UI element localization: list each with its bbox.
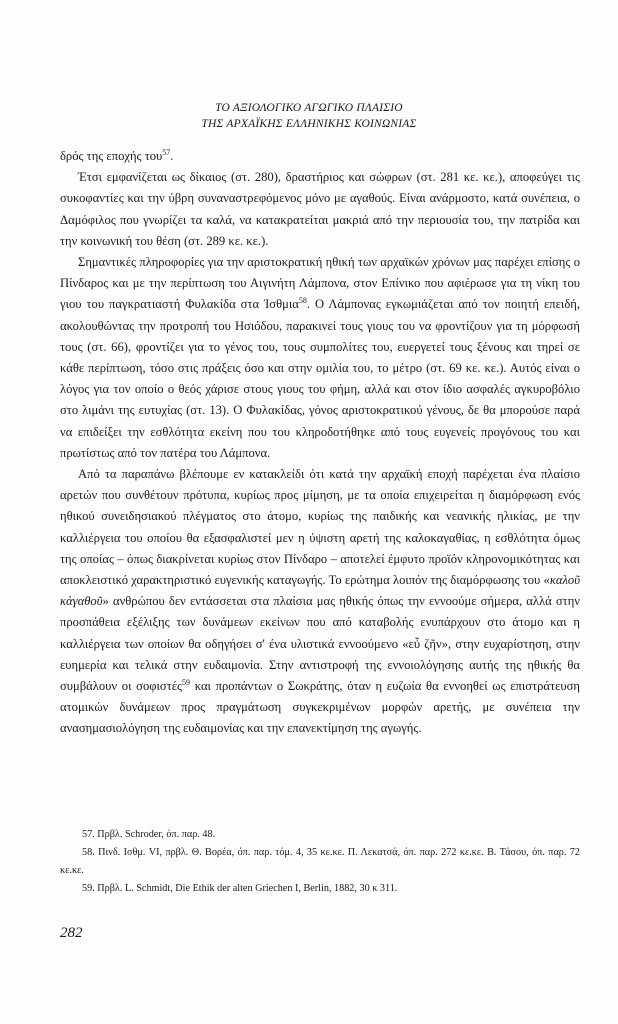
footnote: 59. Πρβλ. L. Schmidt, Die Ethik der alten Griechen I, Berlin, 1882, 30 κ 311.: [82, 883, 398, 894]
paragraph: [60, 464, 580, 740]
running-header: [0, 100, 618, 132]
page-number: 282: [60, 925, 83, 941]
footnote-ref[interactable]: 57: [162, 147, 171, 157]
header-line-1: ΤΟ ΑΞΙΟΛΟΓΙΚΟ ΑΓΩΓΙΚΟ ΠΛΑΙΣΙΟ: [215, 102, 403, 114]
paragraph-text: . Ο Λάμπονας εγκωμιάζεται από τον ποιητή επειδή, ακολουθώντας την προτροπή του Ησιόδου, παρακινεί τους γιους του να φροντίζουν για τη μόρφωσή τους (στ. 66), φροντίζει για το γένος του, τους συμπολίτες του, ευεργετεί τους ξένους και τηρεί σε κάθε περίπτωση, τόσο στις πράξεις όσο και στην ομιλία του, το μέτρο (στ. 69 κε. κε.). Αυτός είναι ο λόγος για τον οποίο ο θεός χάρισε στους γιους του φήμη, αλλά και στον ίδιο ασφαλές αγκυροβόλιο στο λιμάνι της ευτυχίας (στ. 13). Ο Φυλακίδας, γόνος αριστοκρατικού γένους, δε θα μπορούσε παρά να επιδείξει την εσθλότητα εκείνη που του κληροδοτήθηκε από τους ευγενείς προγόνους του και πρωτίστως από τον πατέρα του Λάμπονα.: [60, 297, 580, 460]
paragraph-text: δρός της εποχής του: [60, 149, 163, 163]
paragraph-text: .: [170, 149, 174, 163]
header-line-2: ΤΗΣ ΑΡΧΑΪΚΗΣ ΕΛΛΗΝΙΚΗΣ ΚΟΙΝΩΝΙΑΣ: [201, 118, 417, 130]
paragraph: [60, 252, 580, 464]
footnote-ref[interactable]: 58: [298, 296, 307, 306]
footnote: 58. Πινδ. Ισθμ. VI, πρβλ. Θ. Βορέα, όπ. παρ. τόμ. 4, 35 κε.κε. Π. Λεκατσά, όπ. παρ. 272 κε.κε. Β. Τάσου, όπ. παρ. 72 κε.κε.: [60, 847, 580, 876]
paragraph-text: και προπάντων ο Σωκράτης, όταν η ευζωία θα εννοηθεί ως επιστράτευση ατομικών δυνάμεων προς πραγμάτωση συγκεκριμένων μορφών αρετής, με συνέπεια την ανασημασιολόγηση της ευδαιμονίας και την επανεκτίμηση της αγωγής.: [60, 679, 580, 736]
footnote-ref[interactable]: 59: [182, 677, 191, 687]
body-text: [60, 146, 580, 740]
paragraph-text: Από τα παραπάνω βλέπουμε εν κατακλείδι ότι κατά την αρχαϊκή εποχή παρέχεται ένα πλαίσιο αρετών που συνθέτουν πρότυπα, κυρίως προς μίμηση, με τα οποία επιχειρείται η διαμόρφωση ενός ηθικού συνειδησιακού πλέγματος στο άτομο, κυρίως της παιδικής και νεανικής ηλικίας, με την καλλιέργεια του οποίου θα εξασφαλιστεί μεν η ύψιστη αρετή της καλοκαγαθίας, η εσθλότητα όμως της οποίας – όπως διακρίνεται κυρίως στον Πίνδαρο – αποτελεί έμφυτο προϊόν κληρονομικότητας και αποκλειστικό χαρακτηριστικό ευγενικής καταγωγής. Το ερώτημα λοιπόν της διαμόρφωσης του «: [60, 467, 580, 588]
paragraph-text: » ανθρώπου δεν εντάσσεται στα πλαίσια μας ηθικής όπως την εννοούμε σήμερα, αλλά στην προσπάθεια εξέλιξης των δυνάμεων εκείνων που από καταβολής ενυπάρχουν στο άτομο και η καλλιέργεια των οποίων θα οδηγήσει σ' ένα υλιστικά εννοούμενο «εὖ ζῆν», στην ευχαρίστηση, στην ευημερία και τελικά στην ευδαιμονία. Στην αντιστροφή της εννοιολόγησης αυτής της ηθικής θα συμβάλουν οι σοφιστές: [60, 594, 580, 694]
paragraph-text: Σημαντικές πληροφορίες για την αριστοκρατική ηθική των αρχαϊκών χρόνων μας παρέχει επίσης ο Πίνδαρος και με την περίπτωση του Αιγινήτη Λάμπονα, στον Επίνικο που αφιέρωσε για τη νίκη του γιου του παγκρατιαστή Φυλακίδα στα Ίσθμια: [60, 255, 580, 312]
footnote: 57. Πρβλ. Schroder, όπ. παρ. 48.: [82, 829, 216, 840]
italic-phrase: καλοῦ κἀγαθοῦ: [60, 573, 580, 609]
footnotes: [60, 826, 580, 898]
paragraph: Έτσι εμφανίζεται ως δίκαιος (στ. 280), δραστήριος και σώφρων (στ. 281 κε. κε.), αποφεύγει τις συκοφαντίες και την ύβρη συναναστρεφόμενος μόνο με αγαθούς. Είναι ανάρμοστο, κατά συνέπεια, ο Δαμόφιλος που γνωρίζει τα καλά, να κατακρατείται μακριά από την περιουσία του, την πατρίδα και την κοινωνική του θέση (στ. 289 κε. κε.).: [60, 170, 580, 248]
paragraph-continuation: [60, 146, 580, 167]
